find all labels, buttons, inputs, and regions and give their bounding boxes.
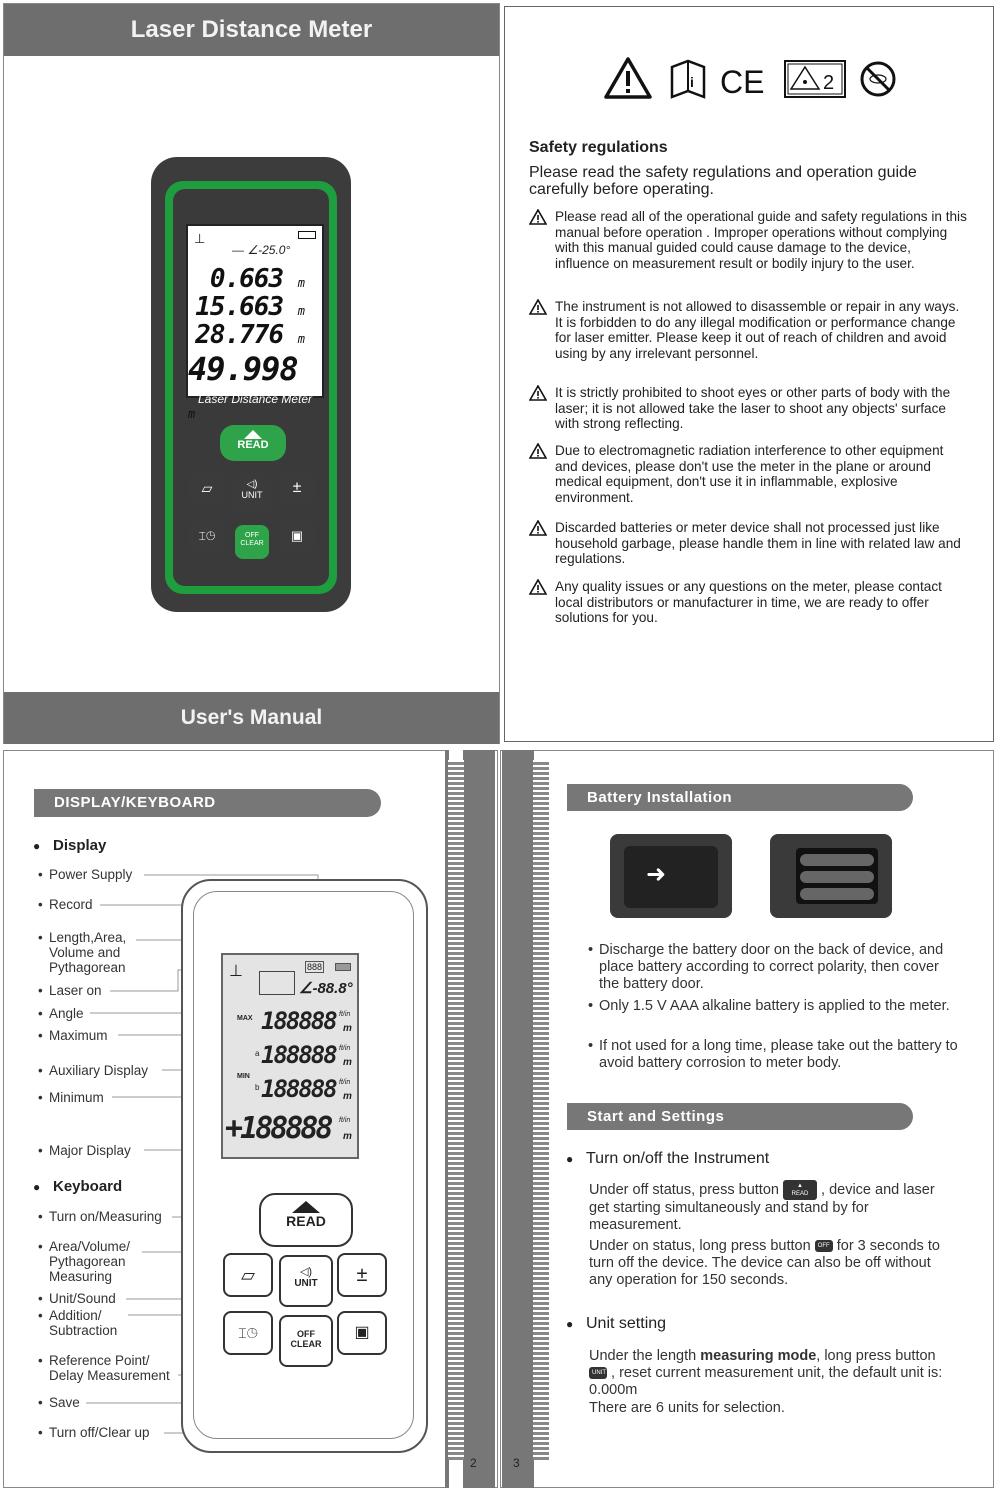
label-turn-off: • Turn off/Clear up [49, 1425, 150, 1440]
battery-cell [800, 854, 874, 866]
label-subtraction: Subtraction [49, 1323, 118, 1338]
ruler-ticks-left [448, 760, 464, 1460]
laser-class2-icon [785, 61, 845, 97]
warning-icon [529, 520, 547, 536]
major-digits: +188888 [225, 1111, 331, 1146]
unit-button-icon: UNIT [589, 1367, 607, 1379]
label-pythagorean-key: Pythagorean [49, 1254, 126, 1269]
diagram-area-button[interactable] [223, 1253, 273, 1297]
speaker-icon: ◁) [299, 1266, 313, 1278]
ruler-ticks-right [533, 760, 549, 1460]
device-row4: 49.998 [188, 350, 298, 388]
page-ruler-right [502, 750, 534, 1488]
safety-icons-row [600, 55, 900, 105]
display-keyboard-header: DISPLAY/KEYBOARD [34, 789, 381, 817]
aux-a-digits: 188888 [261, 1041, 336, 1069]
device-image [151, 157, 351, 612]
save-icon: ▣ [354, 1324, 370, 1341]
label-unit-sound: • Unit/Sound [49, 1291, 116, 1306]
warning-icon [529, 385, 547, 401]
label-addition: • Addition/ [49, 1308, 102, 1323]
geometry-icon [259, 971, 295, 995]
plus-minus-icon: ± [356, 1264, 368, 1286]
label-angle: • Angle [49, 1006, 84, 1021]
device-off-label: OFF [245, 532, 259, 539]
warning-icon [529, 579, 547, 595]
label-laser-on: • Laser on [49, 983, 102, 998]
record-icon: 888 [307, 962, 323, 972]
diagram-off-label: OFF [297, 1329, 315, 1339]
diagram-lcd: 888 ⊥ ∠-88.8° MAX MIN a b 188888 188888 188888 +188888 ft/in m ft/in m ft/in m ft/in m [221, 953, 359, 1159]
device-off-clear-button[interactable] [235, 525, 269, 559]
warning-icon [606, 59, 650, 97]
manual-icon [672, 61, 704, 97]
area-volume-icon: ▱ [201, 480, 213, 496]
laser-icon: ⊥ [229, 963, 243, 980]
label-turn-on: • Turn on/Measuring [49, 1209, 162, 1224]
battery-door-open-image [770, 834, 892, 918]
page-number-left: 2 [470, 1456, 477, 1470]
device-area-button[interactable] [189, 473, 225, 503]
unit-ft-in-3: ft/in [339, 1079, 351, 1086]
unit-ft-in-1: ft/in [339, 1011, 351, 1018]
turn-off-paragraph: Under on status, long press button OFF for 3 seconds to turn off the device. The device can also be off without any operation for 150 seconds. [589, 1238, 940, 1288]
warning-icon [529, 299, 547, 315]
cover-footer-bar [4, 692, 499, 744]
up-arrow-icon [244, 430, 262, 439]
diagram-read-label: READ [286, 1213, 326, 1229]
device-plus-minus-button[interactable] [279, 473, 315, 503]
diagram-unit-label: UNIT [294, 1278, 318, 1289]
diagram-unit-button[interactable] [279, 1255, 333, 1307]
turn-on-paragraph: Under off status, press button ▲ READ , device and laser get starting simultaneously and stand by for measurement. [589, 1181, 935, 1233]
label-delay: Delay Measurement [49, 1368, 170, 1383]
label-record: • Record [49, 897, 93, 912]
reference-icon: ⌶◷ [198, 529, 216, 543]
device-angle: -25.0° [258, 243, 291, 257]
plus-minus-icon: ± [292, 479, 302, 496]
unit-setting-title: ● Unit setting [586, 1315, 666, 1333]
battery-bullet-2: • Only 1.5 V AAA alkaline battery is applied to the meter. [599, 998, 959, 1015]
unit-m-3: m [343, 1091, 352, 1102]
no-eye-icon [862, 63, 894, 95]
display-title: ● Display [53, 837, 106, 854]
unit-ft-in-2: ft/in [339, 1045, 351, 1052]
svg-text:2: 2 [823, 72, 835, 94]
warning-icon [529, 209, 547, 225]
label-save: • Save [49, 1395, 80, 1410]
ce-mark-icon [720, 64, 764, 100]
max-digits: 188888 [261, 1007, 336, 1035]
cover-footer: User's Manual [180, 706, 323, 729]
cover-title: Laser Distance Meter [130, 16, 373, 43]
battery-icon [335, 963, 351, 971]
read-button-icon: ▲ READ [783, 1180, 817, 1200]
reference-icon: ⌶◷ [238, 1325, 258, 1341]
device-unit: m [297, 276, 304, 290]
battery-cell [800, 871, 874, 883]
unit-m-2: m [343, 1057, 352, 1068]
safety-title: Safety regulations [529, 139, 668, 156]
label-auxiliary: • Auxiliary Display [49, 1063, 148, 1078]
label-reference-point: • Reference Point/ [49, 1353, 150, 1368]
device-unit-button[interactable] [233, 473, 271, 513]
label-minimum: • Minimum [49, 1090, 104, 1105]
area-volume-icon: ▱ [241, 1265, 255, 1285]
cover-title-bar [4, 4, 499, 56]
label-major: • Major Display [49, 1143, 131, 1158]
cover-page [3, 3, 500, 744]
label-length-area: • Length,Area, [49, 930, 126, 945]
battery-bullet-3: • If not used for a long time, please take out the battery to avoid battery corrosion to meter body. [599, 1038, 959, 1072]
device-row3: 28.776 [195, 320, 284, 350]
battery-door-closed-image [610, 834, 732, 918]
device-diagram [181, 879, 428, 1453]
keyboard-title: ● Keyboard [53, 1178, 122, 1195]
device-clear-label: CLEAR [240, 540, 264, 547]
unit-count-paragraph: There are 6 units for selection. [589, 1400, 785, 1416]
device-lcd: ⊥ — ∠-25.0° 0.663 m 15.663 m 28.776 m 49.998 m [186, 224, 324, 398]
label-area-volume: • Area/Volume/ [49, 1239, 130, 1254]
device-row1: 0.663 [209, 264, 284, 294]
battery-cell [800, 888, 874, 900]
diagram-clear-label: CLEAR [290, 1339, 322, 1349]
label-volume: Volume and [49, 945, 121, 960]
device-reference-button[interactable] [189, 521, 225, 551]
min-label: MIN [237, 1073, 250, 1080]
laser-mode-icon: ⊥ [194, 231, 206, 246]
arrow-right-icon: ➜ [646, 861, 667, 888]
page-number-right: 3 [513, 1456, 520, 1470]
save-icon: ▣ [290, 528, 304, 543]
aux-b-label: b [255, 1083, 260, 1092]
device-save-button[interactable] [279, 521, 315, 551]
settings-header: Start and Settings [567, 1103, 913, 1130]
diagram-angle: -88.8° [312, 980, 353, 997]
battery-icon [298, 231, 316, 239]
turn-on-off-title: ● Turn on/off the Instrument [586, 1150, 769, 1168]
diagram-plus-minus-button[interactable] [337, 1253, 387, 1297]
warning-icon [529, 443, 547, 459]
unit-setting-paragraph: Under the length measuring mode, long press button UNIT , reset current measurement unit, the default unit is: 0.000m [589, 1348, 943, 1398]
diagram-off-clear-button[interactable] [279, 1315, 333, 1367]
unit-m-1: m [343, 1023, 352, 1034]
unit-ft-in-4: ft/in [339, 1117, 351, 1124]
off-clear-button-icon: OFF [815, 1240, 833, 1252]
svg-text:CE: CE [720, 64, 765, 100]
battery-bullet-1: • Discharge the battery door on the back of device, and place battery according to correct polarity, then cover the battery door. [599, 942, 959, 993]
max-label: MAX [237, 1015, 253, 1022]
speaker-icon: ◁) [246, 479, 258, 490]
safety-page [504, 6, 994, 742]
unit-m-4: m [343, 1131, 352, 1142]
diagram-read-button[interactable] [259, 1193, 353, 1247]
min-digits: 188888 [261, 1075, 336, 1103]
safety-intro: Please read the safety regulations and operation guide carefully before operating. [529, 164, 917, 198]
svg-text:i: i [690, 74, 694, 90]
device-read-button[interactable] [220, 425, 286, 461]
label-power-supply: • Power Supply [49, 867, 132, 882]
battery-header: Battery Installation [567, 784, 913, 811]
device-row2: 15.663 [195, 292, 284, 322]
diagram-reference-button[interactable] [223, 1311, 273, 1355]
device-screen-label: Laser Distance Meter [197, 392, 313, 406]
label-maximum: • Maximum [49, 1028, 108, 1043]
label-measuring: Measuring [49, 1269, 113, 1284]
aux-a-label: a [255, 1049, 260, 1058]
label-pythagorean: Pythagorean [49, 960, 126, 975]
device-read-label: READ [237, 439, 269, 451]
up-arrow-icon [292, 1201, 320, 1213]
diagram-save-button[interactable] [337, 1311, 387, 1355]
device-unit-label: UNIT [241, 490, 263, 500]
